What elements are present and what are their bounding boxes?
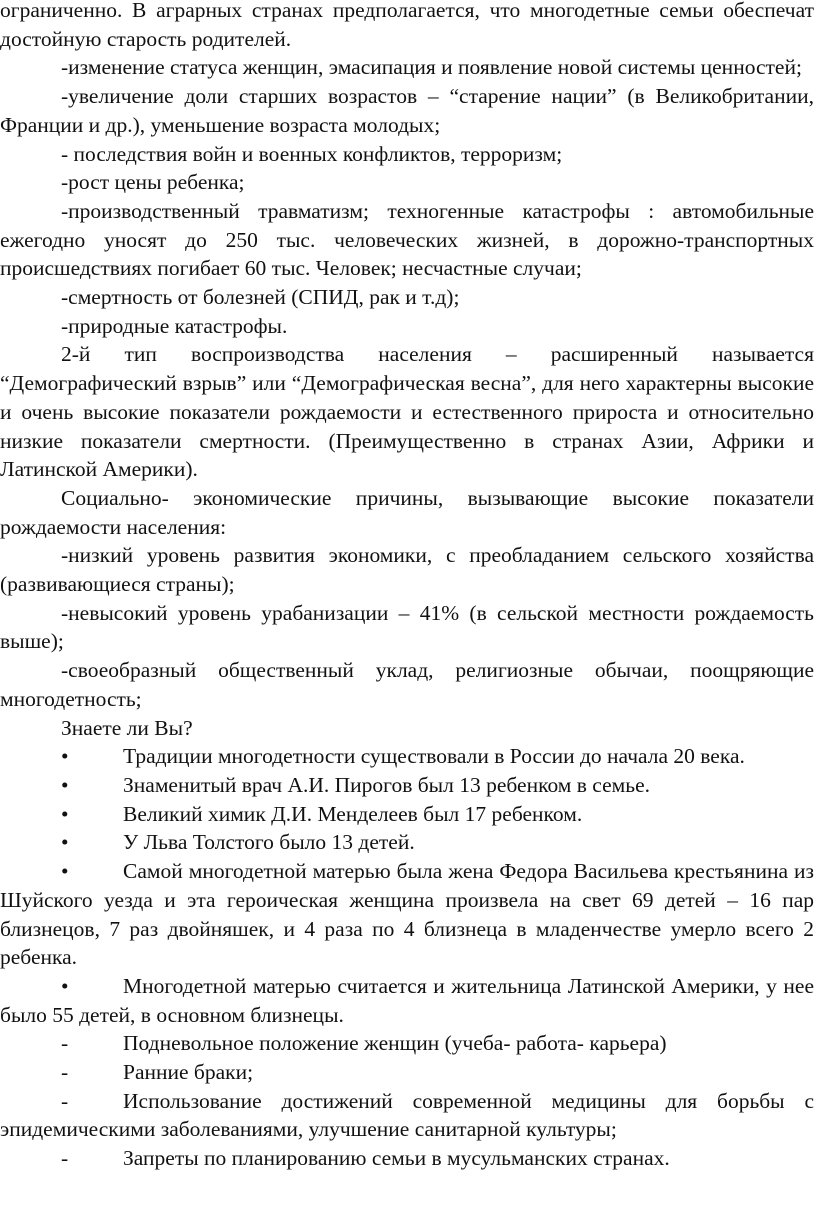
dash-marker: - — [61, 1060, 69, 1085]
paragraph: -увеличение доли старших возрастов – “старение нации” (в Великобритании, Франции и др.), уменьшение возраста молодых; — [0, 84, 814, 137]
bullet-text: Великий химик Д.И. Менделеев был 17 ребенком. — [123, 801, 583, 826]
paragraph: 2-й тип воспроизводства населения – расширенный называется “Демографический взрыв” или “Демографическая весна”, для него характерны высокие и очень высокие показатели рождаемости и естественного прироста и относительно низкие показатели смертности. (Преимущественно в странах Азии, Африки и Латинской Америки). — [0, 342, 814, 482]
bullet-text: У Льва Толстого было 13 детей. — [123, 830, 415, 855]
dash-marker: - — [61, 1088, 69, 1113]
paragraph: - последствия войн и военных конфликтов, терроризм; — [61, 141, 563, 166]
paragraph: -смертность от болезней (СПИД, рак и т.д); — [61, 285, 460, 310]
paragraph: Социально- экономические причины, вызывающие высокие показатели рождаемости населения: — [0, 485, 814, 539]
bullet-item — [0, 742, 814, 771]
dash-item — [0, 1087, 814, 1144]
bullet-marker: • — [61, 859, 69, 884]
bullet-marker: • — [61, 973, 69, 998]
did-you-know-heading: Знаете ли Вы? — [61, 715, 193, 740]
dash-marker: - — [61, 1146, 69, 1171]
bullet-item — [0, 828, 814, 857]
bullet-text: Знаменитый врач А.И. Пирогов был 13 ребенком в семье. — [123, 772, 650, 797]
paragraph: -невысокий уровень урабанизации – 41% (в сельской местности рождаемость выше); — [0, 600, 814, 654]
bullet-text: Самой многодетной матерью была жена Федора Васильева крестьянина из Шуйского уезда и эта героическая женщина произвела на свет 69 детей – 16 пар близнецов, 7 раз двойняшек, и 4 раза по 4 близнеца в младенчестве умерло всего 2 ребенка. — [0, 859, 814, 970]
paragraph: -природные катастрофы. — [61, 313, 288, 338]
dash-text: Использование достижений современной медицины для борьбы с эпидемическими заболеваниями, улучшение санитарной культуры; — [0, 1088, 814, 1142]
paragraph: -рост цены ребенка; — [61, 170, 245, 195]
paragraph: -своеобразный общественный уклад, религиозные обычаи, поощряющие многодетность; — [0, 658, 814, 711]
dash-marker: - — [61, 1031, 69, 1056]
dash-item — [0, 1029, 814, 1058]
bullet-marker: • — [61, 801, 69, 826]
paragraph: -низкий уровень развития экономики, с преобладанием сельского хозяйства (развивающиеся страны); — [0, 543, 814, 597]
bullet-item — [0, 800, 814, 829]
bullet-marker: • — [61, 744, 69, 769]
dash-item — [0, 1144, 814, 1173]
dash-text: Ранние браки; — [123, 1060, 254, 1085]
bullet-marker: • — [61, 772, 69, 797]
bullet-text: Традиции многодетности существовали в России до начала 20 века. — [123, 744, 745, 769]
bullet-text: Многодетной матерью считается и жительница Латинской Америки, у нее было 55 детей, в основном близнецы. — [0, 973, 814, 1027]
dash-text: Подневольное положение женщин (учеба- работа- карьера) — [123, 1031, 667, 1056]
bullet-item — [0, 972, 814, 1029]
paragraph: ограниченно. В аграрных странах предполагается, что многодетные семьи обеспечат достойную старость родителей. — [0, 0, 814, 51]
paragraph: -изменение статуса женщин, эмасипация и появление новой системы ценностей; — [61, 55, 802, 80]
dash-item — [0, 1058, 814, 1087]
paragraph: -производственный травматизм; техногенные катастрофы : автомобильные ежегодно уносят до 250 тыс. человеческих жизней, в дорожно-транспортных происшедствиях погибает 60 тыс. Человек; несчастные случаи; — [0, 198, 814, 281]
bullet-item — [0, 857, 814, 972]
bullet-item — [0, 771, 814, 800]
bullet-marker: • — [61, 830, 69, 855]
dash-text: Запреты по планированию семьи в мусульманских странах. — [123, 1146, 670, 1171]
